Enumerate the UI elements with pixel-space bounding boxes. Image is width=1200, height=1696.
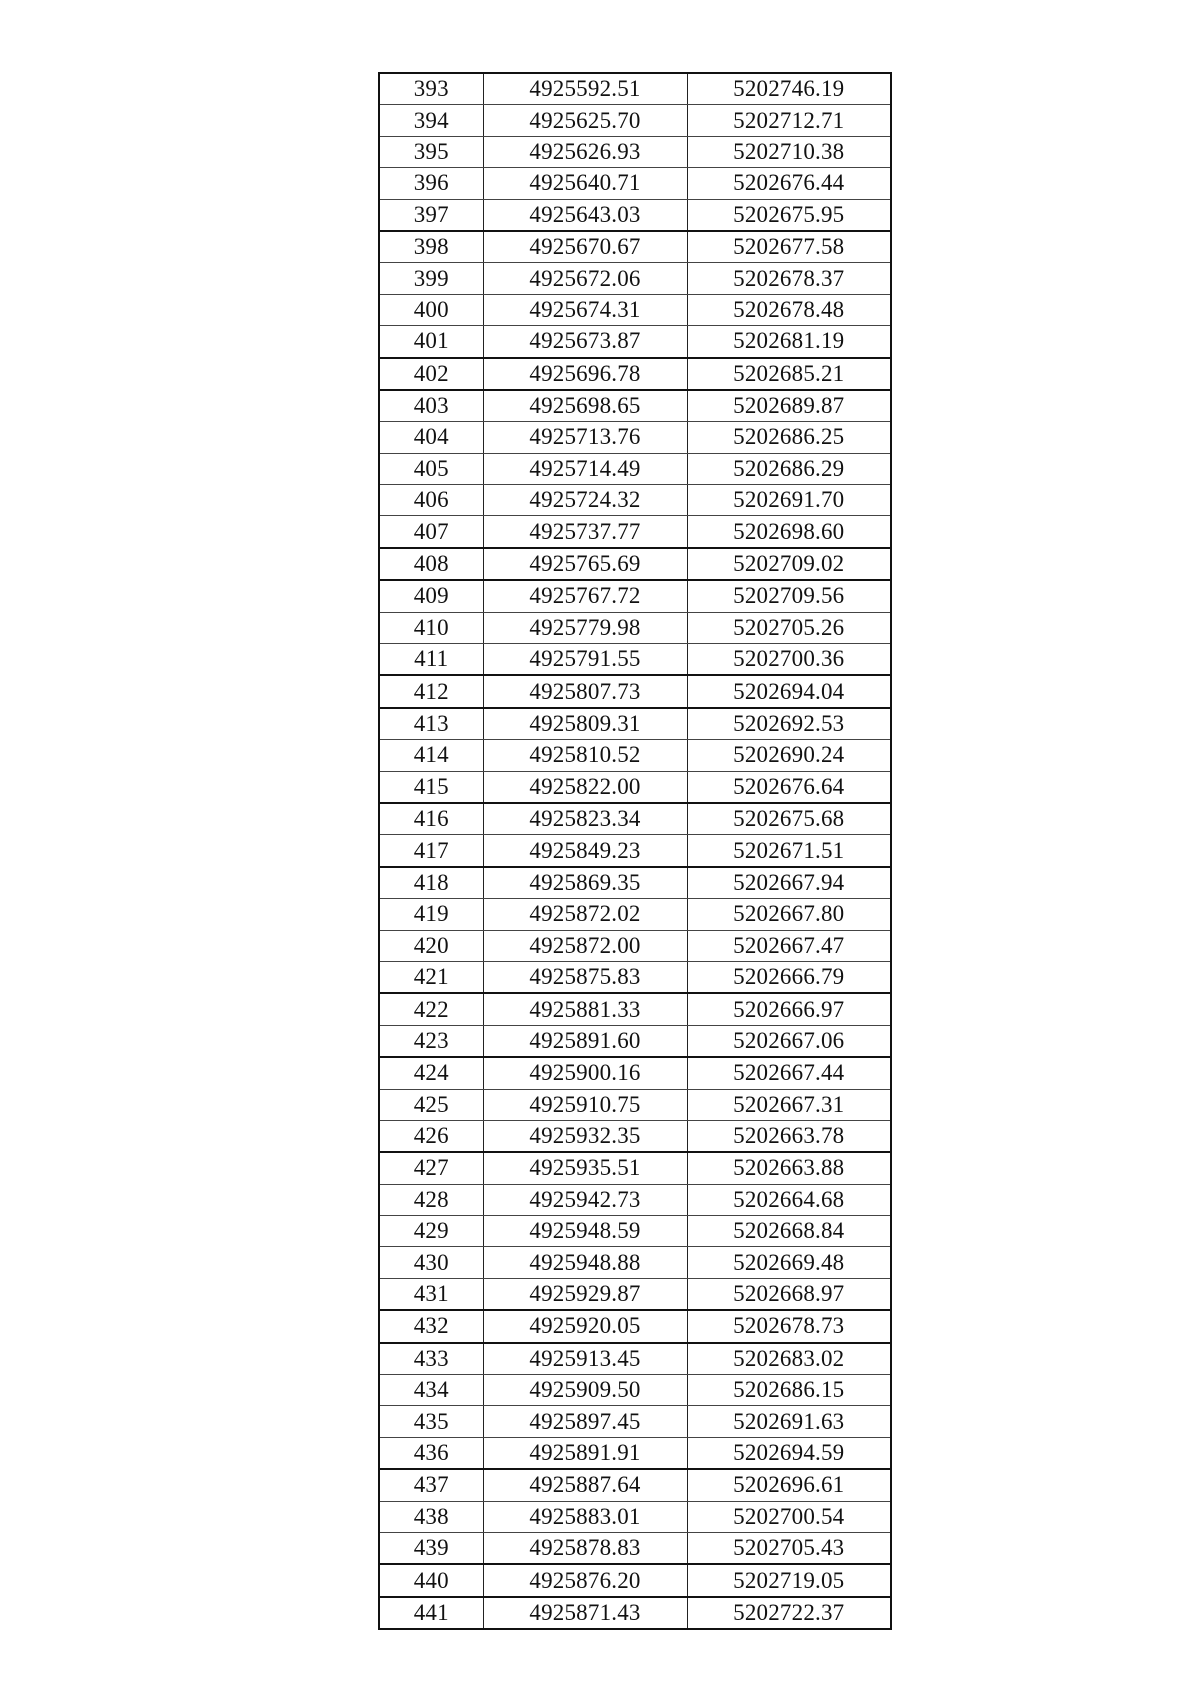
y-coordinate-cell: 5202696.61 (687, 1469, 891, 1501)
y-coordinate-cell: 5202683.02 (687, 1343, 891, 1375)
coordinate-table (378, 72, 892, 1630)
x-coordinate-cell: 4925640.71 (483, 168, 687, 199)
point-number-cell: 439 (379, 1532, 483, 1564)
table-row (379, 1310, 891, 1342)
point-number-cell: 430 (379, 1247, 483, 1278)
y-coordinate-cell: 5202667.47 (687, 930, 891, 961)
x-coordinate-cell: 4925592.51 (483, 73, 687, 105)
table-row (379, 263, 891, 294)
point-number-cell: 400 (379, 294, 483, 325)
y-coordinate-cell: 5202710.38 (687, 136, 891, 167)
point-number-cell: 407 (379, 516, 483, 548)
x-coordinate-cell: 4925875.83 (483, 961, 687, 993)
table-row (379, 1532, 891, 1564)
table-row (379, 740, 891, 771)
table-row (379, 294, 891, 325)
point-number-cell: 427 (379, 1152, 483, 1184)
y-coordinate-cell: 5202686.25 (687, 422, 891, 453)
x-coordinate-cell: 4925932.35 (483, 1120, 687, 1152)
y-coordinate-cell: 5202694.04 (687, 675, 891, 707)
x-coordinate-cell: 4925713.76 (483, 422, 687, 453)
x-coordinate-cell: 4925737.77 (483, 516, 687, 548)
y-coordinate-cell: 5202746.19 (687, 73, 891, 105)
y-coordinate-cell: 5202667.80 (687, 899, 891, 930)
point-number-cell: 421 (379, 961, 483, 993)
x-coordinate-cell: 4925822.00 (483, 771, 687, 803)
x-coordinate-cell: 4925909.50 (483, 1375, 687, 1406)
point-number-cell: 417 (379, 835, 483, 867)
point-number-cell: 423 (379, 1025, 483, 1057)
y-coordinate-cell: 5202668.84 (687, 1216, 891, 1247)
table-row (379, 453, 891, 484)
x-coordinate-cell: 4925942.73 (483, 1184, 687, 1215)
table-row (379, 1025, 891, 1057)
table-row (379, 708, 891, 740)
point-number-cell: 393 (379, 73, 483, 105)
point-number-cell: 437 (379, 1469, 483, 1501)
table-row (379, 1375, 891, 1406)
x-coordinate-cell: 4925765.69 (483, 548, 687, 580)
point-number-cell: 409 (379, 580, 483, 612)
point-number-cell: 413 (379, 708, 483, 740)
y-coordinate-cell: 5202677.58 (687, 231, 891, 263)
point-number-cell: 403 (379, 390, 483, 422)
x-coordinate-cell: 4925913.45 (483, 1343, 687, 1375)
x-coordinate-cell: 4925891.91 (483, 1437, 687, 1469)
x-coordinate-cell: 4925883.01 (483, 1501, 687, 1532)
x-coordinate-cell: 4925625.70 (483, 105, 687, 136)
x-coordinate-cell: 4925878.83 (483, 1532, 687, 1564)
y-coordinate-cell: 5202667.94 (687, 867, 891, 899)
table-row (379, 422, 891, 453)
point-number-cell: 441 (379, 1597, 483, 1629)
table-row (379, 1089, 891, 1120)
point-number-cell: 410 (379, 612, 483, 643)
y-coordinate-cell: 5202667.31 (687, 1089, 891, 1120)
y-coordinate-cell: 5202675.68 (687, 803, 891, 835)
y-coordinate-cell: 5202663.88 (687, 1152, 891, 1184)
y-coordinate-cell: 5202709.56 (687, 580, 891, 612)
y-coordinate-cell: 5202681.19 (687, 326, 891, 358)
x-coordinate-cell: 4925891.60 (483, 1025, 687, 1057)
y-coordinate-cell: 5202694.59 (687, 1437, 891, 1469)
table-row (379, 326, 891, 358)
point-number-cell: 411 (379, 644, 483, 676)
x-coordinate-cell: 4925714.49 (483, 453, 687, 484)
x-coordinate-cell: 4925887.64 (483, 1469, 687, 1501)
table-row (379, 1278, 891, 1310)
table-row (379, 1437, 891, 1469)
y-coordinate-cell: 5202700.36 (687, 644, 891, 676)
point-number-cell: 431 (379, 1278, 483, 1310)
y-coordinate-cell: 5202675.95 (687, 199, 891, 231)
y-coordinate-cell: 5202664.68 (687, 1184, 891, 1215)
y-coordinate-cell: 5202690.24 (687, 740, 891, 771)
point-number-cell: 434 (379, 1375, 483, 1406)
point-number-cell: 399 (379, 263, 483, 294)
table-row (379, 1057, 891, 1089)
table-row (379, 1406, 891, 1437)
table-row (379, 358, 891, 390)
point-number-cell: 397 (379, 199, 483, 231)
y-coordinate-cell: 5202666.97 (687, 993, 891, 1025)
table-row (379, 231, 891, 263)
point-number-cell: 402 (379, 358, 483, 390)
point-number-cell: 418 (379, 867, 483, 899)
y-coordinate-cell: 5202705.26 (687, 612, 891, 643)
y-coordinate-cell: 5202678.73 (687, 1310, 891, 1342)
table-row (379, 1216, 891, 1247)
y-coordinate-cell: 5202686.29 (687, 453, 891, 484)
point-number-cell: 412 (379, 675, 483, 707)
x-coordinate-cell: 4925809.31 (483, 708, 687, 740)
y-coordinate-cell: 5202705.43 (687, 1532, 891, 1564)
table-row (379, 993, 891, 1025)
table-row (379, 675, 891, 707)
x-coordinate-cell: 4925869.35 (483, 867, 687, 899)
y-coordinate-cell: 5202700.54 (687, 1501, 891, 1532)
y-coordinate-cell: 5202689.87 (687, 390, 891, 422)
table-row (379, 930, 891, 961)
table-row (379, 580, 891, 612)
table-row (379, 1564, 891, 1596)
point-number-cell: 435 (379, 1406, 483, 1437)
x-coordinate-cell: 4925670.67 (483, 231, 687, 263)
point-number-cell: 432 (379, 1310, 483, 1342)
point-number-cell: 396 (379, 168, 483, 199)
y-coordinate-cell: 5202669.48 (687, 1247, 891, 1278)
x-coordinate-cell: 4925929.87 (483, 1278, 687, 1310)
y-coordinate-cell: 5202678.48 (687, 294, 891, 325)
table-row (379, 485, 891, 516)
y-coordinate-cell: 5202712.71 (687, 105, 891, 136)
point-number-cell: 436 (379, 1437, 483, 1469)
x-coordinate-cell: 4925643.03 (483, 199, 687, 231)
table-row (379, 199, 891, 231)
x-coordinate-cell: 4925672.06 (483, 263, 687, 294)
x-coordinate-cell: 4925807.73 (483, 675, 687, 707)
table-row (379, 1247, 891, 1278)
point-number-cell: 424 (379, 1057, 483, 1089)
x-coordinate-cell: 4925823.34 (483, 803, 687, 835)
point-number-cell: 394 (379, 105, 483, 136)
x-coordinate-cell: 4925698.65 (483, 390, 687, 422)
table-row (379, 1597, 891, 1629)
y-coordinate-cell: 5202666.79 (687, 961, 891, 993)
x-coordinate-cell: 4925724.32 (483, 485, 687, 516)
x-coordinate-cell: 4925767.72 (483, 580, 687, 612)
y-coordinate-cell: 5202676.64 (687, 771, 891, 803)
y-coordinate-cell: 5202668.97 (687, 1278, 891, 1310)
point-number-cell: 433 (379, 1343, 483, 1375)
y-coordinate-cell: 5202691.63 (687, 1406, 891, 1437)
point-number-cell: 429 (379, 1216, 483, 1247)
table-row (379, 73, 891, 105)
y-coordinate-cell: 5202678.37 (687, 263, 891, 294)
x-coordinate-cell: 4925871.43 (483, 1597, 687, 1629)
table-row (379, 612, 891, 643)
x-coordinate-cell: 4925674.31 (483, 294, 687, 325)
point-number-cell: 406 (379, 485, 483, 516)
table-row (379, 1469, 891, 1501)
table-row (379, 548, 891, 580)
table-row (379, 168, 891, 199)
x-coordinate-cell: 4925948.88 (483, 1247, 687, 1278)
point-number-cell: 415 (379, 771, 483, 803)
point-number-cell: 404 (379, 422, 483, 453)
x-coordinate-cell: 4925872.02 (483, 899, 687, 930)
x-coordinate-cell: 4925920.05 (483, 1310, 687, 1342)
point-number-cell: 420 (379, 930, 483, 961)
x-coordinate-cell: 4925881.33 (483, 993, 687, 1025)
table-row (379, 835, 891, 867)
y-coordinate-cell: 5202685.21 (687, 358, 891, 390)
table-row (379, 899, 891, 930)
y-coordinate-cell: 5202676.44 (687, 168, 891, 199)
x-coordinate-cell: 4925626.93 (483, 136, 687, 167)
y-coordinate-cell: 5202671.51 (687, 835, 891, 867)
x-coordinate-cell: 4925935.51 (483, 1152, 687, 1184)
x-coordinate-cell: 4925849.23 (483, 835, 687, 867)
x-coordinate-cell: 4925910.75 (483, 1089, 687, 1120)
table-row (379, 136, 891, 167)
y-coordinate-cell: 5202698.60 (687, 516, 891, 548)
y-coordinate-cell: 5202709.02 (687, 548, 891, 580)
x-coordinate-cell: 4925791.55 (483, 644, 687, 676)
coordinate-table-body (379, 73, 891, 1629)
y-coordinate-cell: 5202686.15 (687, 1375, 891, 1406)
point-number-cell: 416 (379, 803, 483, 835)
table-row (379, 1343, 891, 1375)
point-number-cell: 426 (379, 1120, 483, 1152)
y-coordinate-cell: 5202667.44 (687, 1057, 891, 1089)
table-row (379, 961, 891, 993)
y-coordinate-cell: 5202722.37 (687, 1597, 891, 1629)
x-coordinate-cell: 4925810.52 (483, 740, 687, 771)
x-coordinate-cell: 4925876.20 (483, 1564, 687, 1596)
x-coordinate-cell: 4925872.00 (483, 930, 687, 961)
y-coordinate-cell: 5202663.78 (687, 1120, 891, 1152)
table-row (379, 1152, 891, 1184)
table-row (379, 867, 891, 899)
point-number-cell: 425 (379, 1089, 483, 1120)
table-row (379, 516, 891, 548)
x-coordinate-cell: 4925948.59 (483, 1216, 687, 1247)
y-coordinate-cell: 5202691.70 (687, 485, 891, 516)
point-number-cell: 422 (379, 993, 483, 1025)
table-row (379, 644, 891, 676)
point-number-cell: 398 (379, 231, 483, 263)
point-number-cell: 405 (379, 453, 483, 484)
table-row (379, 1184, 891, 1215)
point-number-cell: 395 (379, 136, 483, 167)
x-coordinate-cell: 4925673.87 (483, 326, 687, 358)
point-number-cell: 440 (379, 1564, 483, 1596)
x-coordinate-cell: 4925897.45 (483, 1406, 687, 1437)
point-number-cell: 401 (379, 326, 483, 358)
y-coordinate-cell: 5202719.05 (687, 1564, 891, 1596)
point-number-cell: 414 (379, 740, 483, 771)
table-row (379, 105, 891, 136)
table-row (379, 390, 891, 422)
point-number-cell: 419 (379, 899, 483, 930)
point-number-cell: 438 (379, 1501, 483, 1532)
y-coordinate-cell: 5202667.06 (687, 1025, 891, 1057)
point-number-cell: 428 (379, 1184, 483, 1215)
x-coordinate-cell: 4925900.16 (483, 1057, 687, 1089)
table-row (379, 803, 891, 835)
x-coordinate-cell: 4925779.98 (483, 612, 687, 643)
table-row (379, 771, 891, 803)
point-number-cell: 408 (379, 548, 483, 580)
y-coordinate-cell: 5202692.53 (687, 708, 891, 740)
table-row (379, 1501, 891, 1532)
table-row (379, 1120, 891, 1152)
x-coordinate-cell: 4925696.78 (483, 358, 687, 390)
